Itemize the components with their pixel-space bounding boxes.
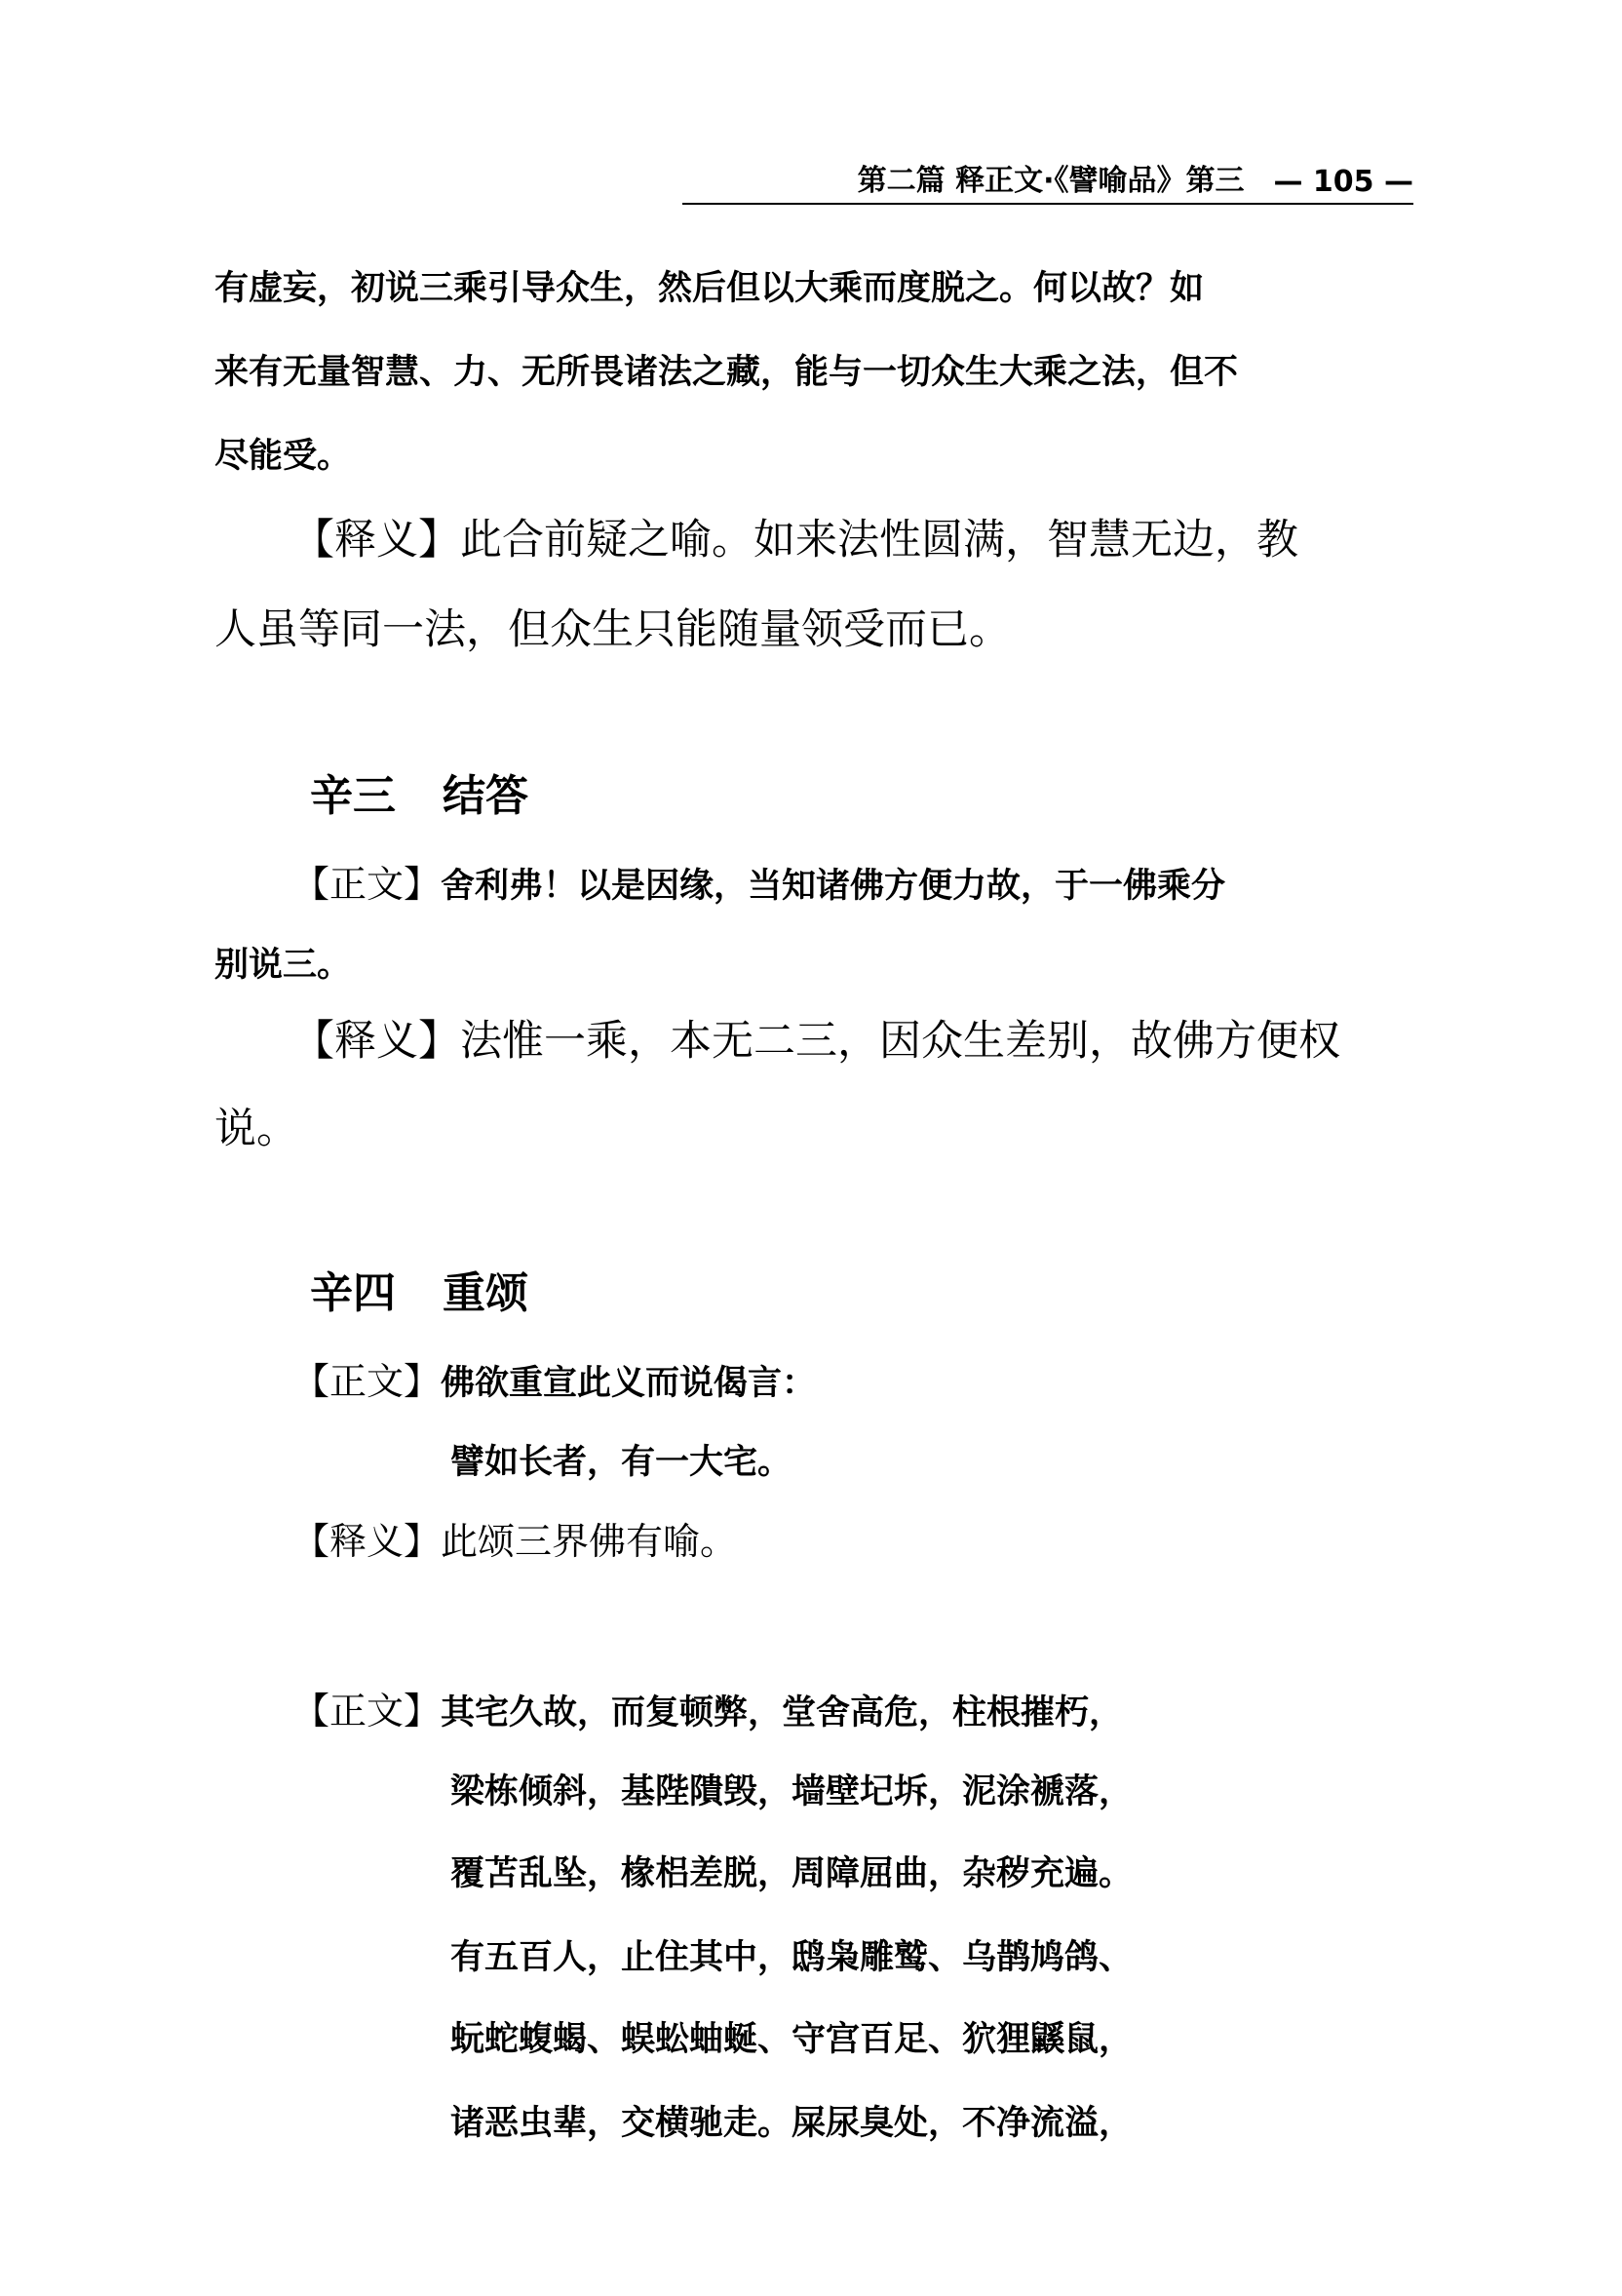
annotation-line: 人虽等同一法，但众生只能随量领受而已。 <box>214 605 1011 654</box>
verse-line: 有五百人，止住其中，鸱枭雕鹫、乌鹊鸠鸽、 <box>450 1938 1134 1977</box>
verse-line <box>292 1681 1123 1734</box>
annotation-line <box>292 507 1298 566</box>
body-line: 别说三。 <box>214 946 352 985</box>
annotation-text: 此颂三界佛有喻。 <box>441 1520 738 1563</box>
section-title: 重颂 <box>443 1268 528 1318</box>
section-heading <box>310 760 528 823</box>
body-line: 来有无量智慧、力、无所畏诸法之藏，能与一切众生大乘之法，但不 <box>214 353 1239 392</box>
main-text: 其宅久故，而复顿弊，堂舍高危，柱根摧朽， <box>441 1693 1124 1732</box>
body-line <box>292 1351 816 1405</box>
main-text-tag: 【正文】 <box>292 1360 442 1403</box>
annotation-line <box>292 1511 737 1565</box>
annotation-line: 说。 <box>214 1105 298 1153</box>
verse-line: 蚖蛇蝮蝎、蜈蚣蚰蜒、守宫百足、狖狸鼷鼠， <box>450 2020 1134 2059</box>
main-text-tag: 【正文】 <box>292 863 442 906</box>
annotation-tag: 【释义】 <box>292 516 460 564</box>
annotation-tag: 【释义】 <box>292 1520 442 1563</box>
verse-line: 诸恶虫辈，交横驰走。屎尿臭处，不净流溢， <box>450 2104 1134 2143</box>
verse-line: 譬如长者，有一大宅。 <box>450 1443 792 1482</box>
annotation-line <box>292 1008 1340 1068</box>
annotation-tag: 【释义】 <box>292 1017 460 1066</box>
section-heading <box>310 1258 528 1320</box>
body-line: 尽能受。 <box>214 437 352 476</box>
section-label: 辛三 <box>310 771 396 821</box>
chapter-title: 第二篇 释正文·《譬喻品》第三 <box>857 164 1245 198</box>
page-number: — 105 — <box>1273 165 1413 199</box>
annotation-text: 法惟一乘，本无二三，因众生差别，故佛方便权 <box>460 1017 1340 1066</box>
body-line: 有虚妄，初说三乘引导众生，然后但以大乘而度脱之。何以故？如 <box>214 269 1205 308</box>
section-label: 辛四 <box>310 1268 396 1318</box>
main-text: 舍利弗！以是因缘，当知诸佛方便力故，于一佛乘分 <box>441 867 1226 906</box>
running-header <box>682 156 1413 205</box>
main-text: 佛欲重宣此义而说偈言： <box>441 1364 817 1403</box>
verse-line: 覆苫乱坠，椽梠差脱，周障屈曲，杂秽充遍。 <box>450 1854 1134 1893</box>
body-line <box>292 854 1225 908</box>
verse-line: 梁栋倾斜，基陛隤毁，墙壁圮坼，泥涂褫落， <box>450 1772 1134 1811</box>
main-text-tag: 【正文】 <box>292 1690 442 1732</box>
section-title: 结答 <box>443 771 528 821</box>
annotation-text: 此合前疑之喻。如来法性圆满，智慧无边，教 <box>460 516 1298 564</box>
